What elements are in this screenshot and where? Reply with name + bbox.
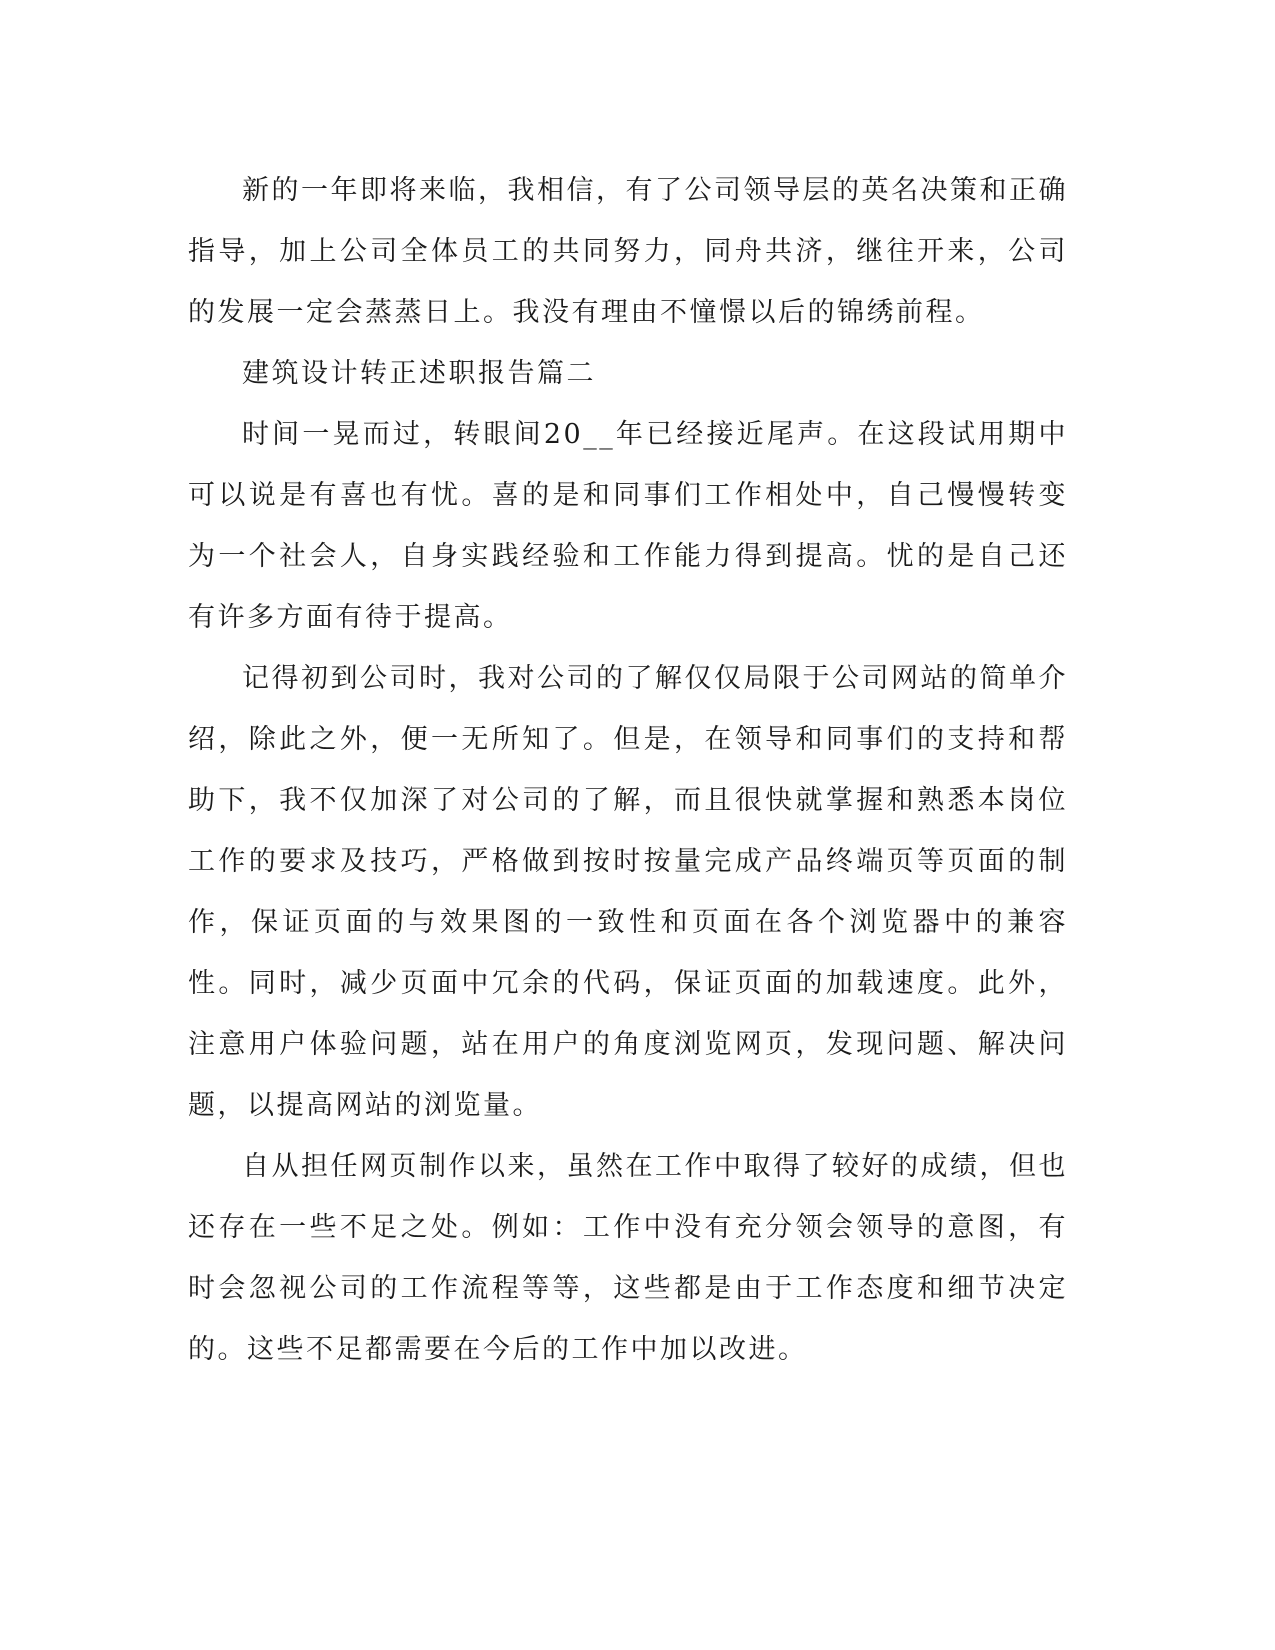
document-body [188, 160, 1068, 1380]
paragraph-shortcomings: 自从担任网页制作以来，虽然在工作中取得了较好的成绩，但也还存在一些不足之处。例如：工作中没有充分领会领导的意图，有时会忽视公司的工作流程等等，这些都是由于工作态度和细节决定的。这些不足都需要在今后的工作中加以改进。 [188, 1151, 1068, 1365]
paragraph-probation-intro: 时间一晃而过，转眼间20__年已经接近尾声。在这段试用期中可以说是有喜也有忧。喜的是和同事们工作相处中，自己慢慢转变为一个社会人，自身实践经验和工作能力得到提高。忧的是自己还有许多方面有待于提高。 [188, 419, 1068, 633]
paragraph-work-achievements: 记得初到公司时，我对公司的了解仅仅局限于公司网站的简单介绍，除此之外，便一无所知了。但是，在领导和同事们的支持和帮助下，我不仅加深了对公司的了解，而且很快就掌握和熟悉本岗位工作的要求及技巧，严格做到按时按量完成产品终端页等页面的制作，保证页面的与效果图的一致性和页面在各个浏览器中的兼容性。同时，减少页面中冗余的代码，保证页面的加载速度。此外，注意用户体验问题，站在用户的角度浏览网页，发现问题、解决问题，以提高网站的浏览量。 [188, 663, 1068, 1121]
section-heading: 建筑设计转正述职报告篇二 [242, 358, 596, 389]
paragraph-closing-outlook: 新的一年即将来临，我相信，有了公司领导层的英名决策和正确指导，加上公司全体员工的共同努力，同舟共济，继往开来，公司的发展一定会蒸蒸日上。我没有理由不憧憬以后的锦绣前程。 [188, 175, 1068, 328]
